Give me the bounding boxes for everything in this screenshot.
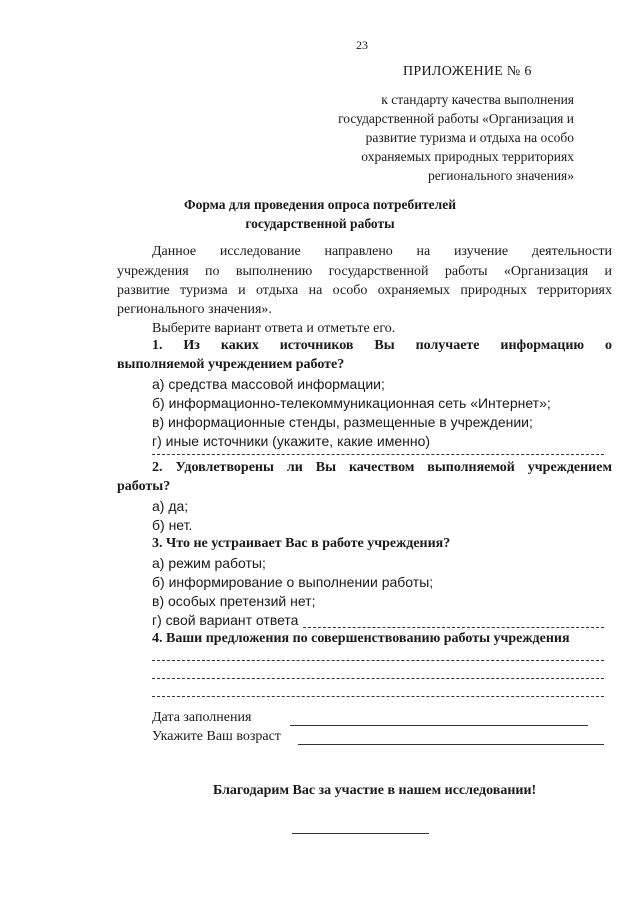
- q1-answer-line[interactable]: [152, 454, 604, 455]
- date-field[interactable]: [290, 725, 588, 726]
- intro-line: развитие туризма и отдыха на особо охраняемых природных территориях: [117, 283, 612, 298]
- appendix-title: ПРИЛОЖЕНИЕ № 6: [403, 64, 532, 79]
- question-1-title-cont: выполняемой учреждением работе?: [117, 357, 345, 372]
- appendix-subtitle-line: развитие туризма и отдыха на особо: [365, 130, 574, 145]
- thanks-message: Благодарим Вас за участие в нашем исследовании!: [213, 783, 537, 798]
- appendix-subtitle-line: государственной работы «Организация и: [338, 111, 574, 126]
- q1-option-d[interactable]: г) иные источники (укажите, какие именно): [152, 433, 431, 449]
- q4-answer-line[interactable]: [152, 660, 604, 661]
- q3-option-b[interactable]: б) информирование о выполнении работы;: [152, 574, 434, 590]
- q2-option-a[interactable]: а) да;: [152, 498, 189, 514]
- question-2-title-cont: работы?: [117, 479, 171, 494]
- age-field[interactable]: [298, 744, 604, 745]
- question-1-title: 1. Из каких источников Вы получаете информацию о: [152, 338, 612, 353]
- age-label: Укажите Ваш возраст: [152, 729, 281, 744]
- q4-answer-line[interactable]: [152, 696, 604, 697]
- question-2-title: 2. Удовлетворены ли Вы качеством выполняемой учреждением: [152, 460, 612, 475]
- appendix-subtitle-line: регионального значения»: [428, 168, 574, 183]
- intro-line: учреждения по выполнению государственной работы «Организация и: [117, 264, 612, 279]
- bottom-separator: [292, 833, 429, 834]
- q1-option-c[interactable]: в) информационные стенды, размещенные в учреждении;: [152, 414, 533, 430]
- page-number: 23: [356, 38, 368, 52]
- q3-own-answer-line[interactable]: [303, 627, 604, 628]
- q3-option-c[interactable]: в) особых претензий нет;: [152, 593, 316, 609]
- date-label: Дата заполнения: [152, 710, 252, 725]
- q1-option-b[interactable]: б) информационно-телекоммуникационная сеть «Интернет»;: [152, 395, 551, 411]
- instruction: Выберите вариант ответа и отметьте его.: [152, 321, 396, 336]
- question-4-title: 4. Ваши предложения по совершенствованию работы учреждения: [152, 631, 570, 646]
- intro-line: Данное исследование направлено на изучение деятельности: [152, 244, 612, 259]
- intro-line: регионального значения».: [117, 302, 272, 317]
- question-3-title: 3. Что не устраивает Вас в работе учреждения?: [152, 536, 451, 551]
- form-title-line: государственной работы: [245, 216, 395, 231]
- appendix-subtitle-line: охраняемых природных территориях: [361, 149, 574, 164]
- appendix-subtitle-line: к стандарту качества выполнения: [381, 92, 574, 107]
- form-title-line: Форма для проведения опроса потребителей: [183, 197, 457, 212]
- q4-answer-line[interactable]: [152, 678, 604, 679]
- q3-option-d[interactable]: г) свой вариант ответа: [152, 612, 299, 628]
- q2-option-b[interactable]: б) нет.: [152, 517, 193, 533]
- q1-option-a[interactable]: а) средства массовой информации;: [152, 376, 385, 392]
- q3-option-a[interactable]: а) режим работы;: [152, 555, 266, 571]
